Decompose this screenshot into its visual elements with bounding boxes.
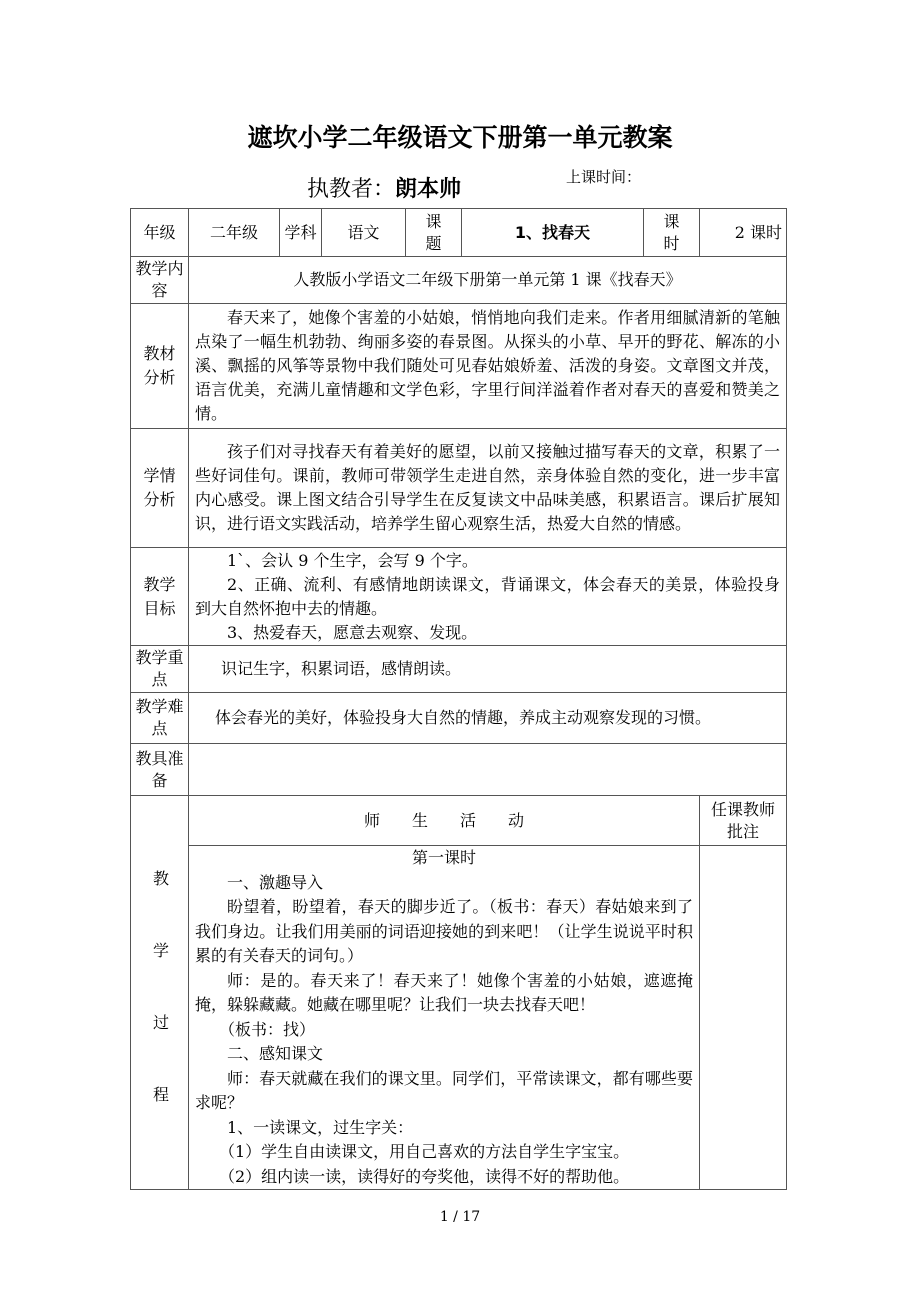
hours-label: 课时 [644, 209, 700, 257]
topic-label: 课题 [406, 209, 462, 257]
teacher-line [307, 172, 461, 203]
subject-value: 语文 [322, 209, 406, 257]
student-label: 学情分析 [131, 429, 189, 548]
process-label-cell [131, 796, 189, 1190]
material-text: 春天来了，她像个害羞的小姑娘，悄悄地向我们走来。作者用细腻清新的笔触点染了一幅生机勃勃、绚丽多姿的春景图。从探头的小草、早开的野花、解冻的小溪、飘摇的风筝等景物中我们随处可见春姑娘娇羞、活泼的身姿。文章图文并茂，语言优美，充满儿童情趣和文学色彩，字里行间洋溢着作者对春天的喜爱和赞美之情。 [195, 308, 780, 423]
tools-label: 教具准备 [131, 744, 189, 796]
process-label: 教学过程 [150, 870, 170, 1158]
activity-body [189, 846, 700, 1190]
goal-item: 1`、会认 9 个生字，会写 9 个字。 [227, 550, 478, 570]
activity-line: 盼望着，盼望着，春天的脚步近了。（板书：春天）春姑娘来到了我们身边。让我们用美丽的词语迎接她的到来吧！（让学生说说平时积累的有关春天的词句。） [195, 897, 693, 965]
activity-line: （1）学生自由读课文，用自己喜欢的方法自学生字宝宝。 [219, 1142, 630, 1161]
header-row [131, 209, 787, 257]
material-label: 教材分析 [131, 304, 189, 429]
teacher-name: 朗本帅 [395, 177, 462, 202]
difficult-text: 体会春光的美好，体验投身大自然的情趣，养成主动观察发现的习惯。 [189, 693, 787, 744]
tools-text [189, 744, 787, 796]
goal-item: 2、正确、流利、有感情地朗读课文，背诵课文，体会春天的美景，体验投身到大自然怀抱中去的情趣。 [195, 574, 780, 618]
grade-value: 二年级 [189, 209, 280, 257]
key-label: 教学重点 [131, 646, 189, 693]
activity-line: 师：春天就藏在我们的课文里。同学们，平常读课文，都有哪些要求呢？ [195, 1068, 693, 1112]
content-label: 教学内容 [131, 257, 189, 304]
session-heading: 第一课时 [411, 848, 476, 867]
page-number: 1 / 17 [439, 1209, 481, 1225]
notes-cell [700, 846, 787, 1190]
key-text: 识记生字，积累词语，感情朗读。 [189, 646, 787, 693]
document-title: 遮坎小学二年级语文下册第一单元教案 [247, 123, 673, 152]
activity-line: 二、感知课文 [227, 1044, 324, 1063]
goals-label: 教学目标 [131, 548, 189, 646]
goal-item: 3、热爱春天，愿意去观察、发现。 [227, 622, 478, 642]
activity-line: 1、一读课文，过生字关： [227, 1117, 414, 1137]
subject-label: 学科 [280, 209, 322, 257]
topic-value: 1、找春天 [462, 209, 644, 257]
activity-line: （板书：找） [219, 1019, 316, 1039]
activity-line: 一、激趣导入 [227, 872, 324, 892]
hours-value: 2 课时 [700, 209, 787, 257]
student-text: 孩子们对寻找春天有着美好的愿望，以前又接触过描写春天的文章，积累了一些好词佳句。课前，教师可带领学生走进自然，亲身体验自然的变化，进一步丰富内心感受。课上图文结合引导学生在反复读文中品味美感，积累语言。课后扩展知识，进行语文实践活动，培养学生留心观察生活，热爱大自然的情感。 [195, 442, 780, 533]
teacher-label: 执教者： [307, 177, 396, 202]
activity-header: 师 生 活 动 [189, 796, 700, 846]
content-value: 人教版小学语文二年级下册第一单元第 1 课《找春天》 [189, 257, 787, 304]
activity-line: （2）组内读一读，读得好的夸奖他，读得不好的帮助他。 [219, 1166, 630, 1186]
difficult-label: 教学难点 [131, 693, 189, 744]
activity-line: 师：是的。春天来了！春天来了！她像个害羞的小姑娘，遮遮掩掩，躲躲藏藏。她藏在哪里呢？让我们一块去找春天吧！ [195, 970, 693, 1014]
class-time-label: 上课时间： [566, 168, 642, 186]
lesson-plan-table [130, 208, 787, 1190]
notes-header: 任课教师批注 [700, 796, 787, 846]
grade-label: 年级 [131, 209, 189, 257]
